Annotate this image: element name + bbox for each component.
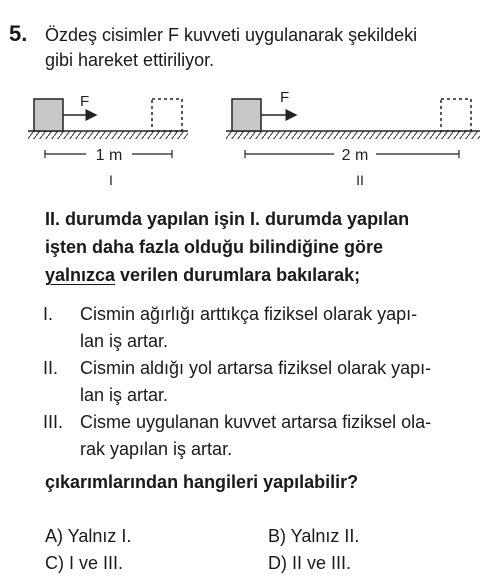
bold-statement-line-2: işten daha fazla olduğu bilindiğine göre bbox=[45, 237, 384, 257]
case-1-label: I bbox=[109, 172, 113, 188]
case-2-diagram bbox=[226, 89, 480, 188]
case-1-diagram bbox=[28, 93, 188, 188]
bold-statement-line-3-rest: verilen durumlara bakılarak; bbox=[115, 265, 361, 285]
item-2-number: II. bbox=[43, 358, 59, 378]
question-number: 5. bbox=[9, 21, 28, 46]
item-1-number: I. bbox=[43, 304, 54, 324]
choice-c[interactable]: C) I ve III. bbox=[45, 553, 124, 573]
underlined-word: yalnızca bbox=[45, 265, 116, 285]
case-2-ground-hatch bbox=[226, 131, 480, 139]
case-2-final-position bbox=[441, 99, 471, 131]
item-3-text-line-1: Cisme uygulanan kuvvet artarsa fiziksel ola- bbox=[80, 412, 432, 432]
case-2-label: II bbox=[356, 172, 364, 188]
case-1-ground-hatch bbox=[28, 131, 188, 139]
item-2-text-line-1: Cismin aldığı yol artarsa fiziksel olarak yapı- bbox=[80, 358, 432, 378]
case-1-distance-label: 1 m bbox=[95, 147, 123, 164]
case-1-block bbox=[34, 99, 63, 131]
item-3-number: III. bbox=[43, 412, 64, 432]
bold-statement-line-1: II. durumda yapılan işin I. durumda yapılan bbox=[45, 209, 410, 229]
choice-a[interactable]: A) Yalnız I. bbox=[45, 526, 132, 546]
item-3-text-line-2: rak yapılan iş artar. bbox=[80, 439, 233, 459]
choice-d[interactable]: D) II ve III. bbox=[268, 553, 352, 573]
item-1-text-line-1: Cismin ağırlığı arttıkça fiziksel olarak yapı- bbox=[80, 304, 418, 324]
case-2-distance-label: 2 m bbox=[341, 147, 369, 164]
question-prompt: çıkarımlarından hangileri yapılabilir? bbox=[45, 472, 359, 492]
case-1-final-position bbox=[152, 99, 182, 131]
case-2-force-label: F bbox=[280, 89, 290, 106]
bold-statement-line-3 bbox=[45, 261, 360, 289]
question-stem-line-2: gibi hareket ettiriliyor. bbox=[45, 50, 215, 70]
question-stem-line-1: Özdeş cisimler F kuvveti uygulanarak şekildeki bbox=[45, 25, 418, 45]
item-2-text-line-2: lan iş artar. bbox=[80, 385, 169, 405]
case-1-force-label: F bbox=[80, 93, 90, 110]
case-2-block bbox=[232, 99, 261, 131]
physics-diagram bbox=[0, 80, 493, 190]
choice-b[interactable]: B) Yalnız II. bbox=[268, 526, 360, 546]
item-1-text-line-2: lan iş artar. bbox=[80, 331, 169, 351]
